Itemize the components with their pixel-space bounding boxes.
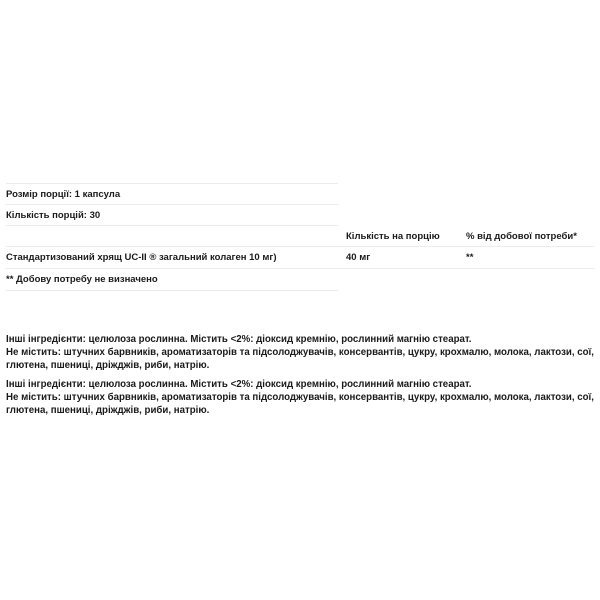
other-ingredients-line: Інші інгредієнти: целюлоза рослинна. Містить <2%: діоксид кремнію, рослинний магнію стеарат.	[6, 379, 472, 390]
serving-size-text: Розмір порції: 1 капсула	[6, 189, 121, 200]
footnote-text: ** Добову потребу не визначено	[6, 274, 158, 285]
servings-text: Кількість порцій: 30	[6, 210, 101, 221]
does-not-contain-line: Не містить: штучних барвників, ароматизаторів та підсолоджувачів, консервантів, цукру, крохмалю, молока, лактози, сої,	[6, 347, 594, 358]
does-not-contain-line-cont: глютена, пшениці, дріжджів, риби, натрію.	[6, 360, 210, 371]
column-header-daily-value: % від добової потреби*	[466, 231, 577, 242]
column-header-amount: Кількість на порцію	[346, 231, 440, 242]
table-header-row	[6, 226, 594, 247]
other-ingredients-line: Інші інгредієнти: целюлоза рослинна. Містить <2%: діоксид кремнію, рослинний магнію стеарат.	[6, 334, 472, 345]
table-row	[6, 247, 594, 268]
ingredients-block	[6, 333, 598, 372]
ingredient-name: Стандартизований хрящ UC-II ® загальний колаген 10 мг)	[6, 252, 277, 263]
ingredients-block	[6, 378, 598, 417]
ingredient-daily-value: **	[466, 252, 474, 263]
serving-size	[6, 184, 120, 205]
does-not-contain-line-cont: глютена, пшениці, дріжджів, риби, натрію.	[6, 405, 210, 416]
servings-per-container	[6, 205, 100, 226]
ingredient-amount: 40 мг	[346, 252, 371, 263]
divider	[6, 290, 338, 291]
footnote	[6, 269, 158, 290]
does-not-contain-line: Не містить: штучних барвників, ароматизаторів та підсолоджувачів, консервантів, цукру, крохмалю, молока, лактози, сої,	[6, 392, 594, 403]
